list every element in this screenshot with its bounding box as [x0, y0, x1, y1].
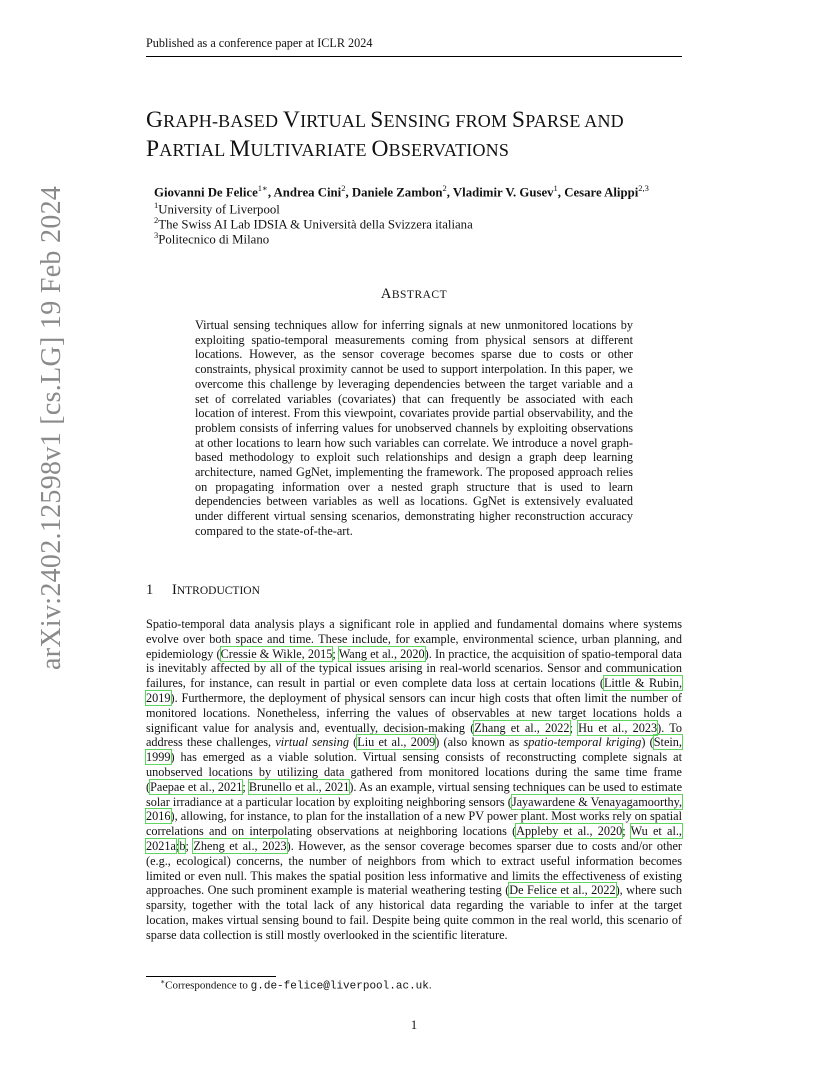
intro-paragraph — [146, 617, 682, 943]
affiliation-text: Politecnico di Milano — [158, 232, 270, 247]
author-name: Vladimir V. Gusev — [452, 185, 554, 200]
arxiv-stamp[interactable]: arXiv:2402.12598v1 [cs.LG] 19 Feb 2024 — [36, 185, 67, 670]
emphasized-term: spatio-temporal kriging — [523, 735, 642, 750]
title-line-1 — [146, 106, 706, 135]
author-list: Giovanni De Felice$^{1∗}$, Andrea Cini$^2$, Daniele Zambon$^2$, Vladimir V. Gusev$^1$, Cesare Alippi$^{2,3}$ — [154, 183, 649, 200]
title-rest: BSERVATIONS — [388, 140, 510, 160]
title-initial: G — [146, 107, 164, 133]
intro-text: ; — [569, 720, 579, 735]
intro-text: ). However, as the sensor coverage becomes sparser due to costs and/or other (e.g., ecological) concerns, the number of neighbors from which to extract useful information becomes limited or even null. This makes the spatial position less informative and limits the effectiveness of existing approaches. One such prominent example is material weathering testing ( — [146, 838, 682, 898]
affiliation-text: University of Liverpool — [158, 202, 280, 217]
title-initial: M — [229, 136, 251, 162]
citation-link[interactable]: Stein, 1999 — [146, 735, 682, 765]
intro-text: ), where such sparsity, together with the total lack of any historical data regarding the variable to infer at the target location, makes virtual sensing bound to fail. Despite being quite common in the real world, this scenario of sparse data collection is still mostly overlooked in the scientific literature. — [146, 883, 682, 942]
intro-text: ), allowing, for instance, to plan for the installation of a new PV power plant. Most works rely on spatial correlations and on interpolating observations at neighboring locations ( — [146, 809, 682, 839]
author-affiliation-mark: 2 — [442, 183, 447, 193]
title-initial: S — [511, 107, 526, 133]
author-affiliation-mark: 1∗ — [257, 183, 268, 193]
title-initial: P — [146, 136, 160, 162]
intro-text: Spatio-temporal data analysis plays a significant role in applied and fundamental domains where systems evolve over both space and time. These include, for example, environmental science, urban planning, and epidemiology ( — [146, 617, 682, 661]
intro-text: ). As an example, virtual sensing techniques can be used to estimate solar irradiance at a particular location by exploiting neighboring sensors ( — [146, 779, 683, 809]
title-initial: S — [370, 107, 384, 133]
author-affiliation-mark: 1 — [553, 183, 558, 193]
title-rest: ENSING FROM — [383, 111, 512, 131]
section-title-initial: I — [172, 582, 177, 598]
citation-link[interactable]: Little & Rubin, 2019 — [146, 676, 683, 705]
title-initial: O — [371, 136, 389, 162]
intro-text: ; — [622, 824, 631, 839]
abstract-heading-rest: BSTRACT — [391, 289, 448, 301]
title-rest: IRTUAL — [300, 111, 371, 131]
affiliation-mark: 1 — [154, 200, 159, 210]
title-rest: ULTIVARIATE — [250, 140, 372, 160]
intro-text: ). Furthermore, the deployment of physical sensors can incur high costs that often limit the number of monitored locations. Nonetheless, inferring the values of observables at new target locations holds a significant value for analysis and, eventually, decision-making ( — [146, 690, 682, 735]
intro-text: ; — [242, 779, 249, 794]
footnote — [160, 977, 432, 993]
title-initial: V — [282, 107, 301, 133]
section-heading-introduction — [146, 582, 260, 599]
section-number: 1 — [146, 582, 154, 598]
citation-link[interactable]: Paepae et al., 2021 — [150, 779, 243, 794]
affiliation-3 — [154, 230, 269, 247]
author-affiliation-mark: 2,3 — [638, 183, 649, 193]
running-header: Published as a conference paper at ICLR 2024 — [146, 36, 682, 57]
title-line-2 — [146, 135, 706, 164]
author-name: Andrea Cini — [273, 185, 342, 200]
intro-text: ). In practice, the acquisition of spatio-temporal data is inevitably affected by all of the typical issues arising in real-world scenarios. Sensor and communication failures, for instance, can result in partial or even complete data loss at certain locations ( — [146, 646, 682, 691]
intro-text: ) has emerged as a viable solution. Virtual sensing consists of reconstructing complete signals at unobserved locations by utilizing data gathered from monitored locations during the same time frame ( — [146, 750, 682, 794]
title-rest: ARTIAL — [159, 140, 230, 160]
intro-text: ) ( — [641, 735, 654, 750]
author-affiliation-mark: 2 — [341, 183, 346, 193]
citation-link[interactable]: Zheng et al., 2023 — [193, 838, 287, 853]
author-name: Cesare Alippi — [564, 185, 639, 200]
abstract-heading-initial: A — [380, 286, 392, 302]
affiliation-mark: 3 — [154, 230, 159, 240]
footnote-text: Correspondence to — [165, 979, 251, 992]
page-number: 1 — [410, 1018, 418, 1032]
emphasized-term: virtual sensing — [275, 735, 349, 750]
intro-text: ; — [185, 838, 194, 853]
abstract-heading — [0, 286, 828, 303]
paper-title — [146, 106, 706, 164]
citation-link[interactable]: Zhang et al., 2022 — [474, 720, 570, 735]
citation-link[interactable]: Cressie & Wikle, 2015 — [220, 646, 333, 661]
affiliation-text: The Swiss AI Lab IDSIA & Università della Svizzera italiana — [158, 217, 473, 232]
citation-link[interactable]: Appleby et al., 2020 — [516, 824, 623, 839]
citation-link[interactable]: Wu et al., 2021a — [146, 824, 682, 853]
citation-link[interactable]: b — [179, 838, 186, 853]
title-rest: PARSE AND — [525, 111, 624, 131]
footnote-email[interactable]: g.de-felice@liverpool.ac.uk — [250, 980, 429, 993]
citation-link[interactable]: Jayawardene & Venayagamoorthy, 2016 — [146, 794, 683, 824]
intro-text: ; — [175, 838, 180, 853]
abstract-text: Virtual sensing techniques allow for inferring signals at new unmonitored locations by exploiting spatio-temporal measurements coming from physical sensors at different locations. However, as the sensor coverage becomes sparse due to costs or other constraints, physical proximity cannot be used to support interpolation. In this paper, we overcome this challenge by leveraging dependencies between the target variable and a set of correlated variables (covariates) that can frequently be associated with each location of interest. From this viewpoint, covariates provide partial observability, and the problem consists of inferring values for unobserved channels by exploiting observations at other locations to learn how such variables can correlate. We introduce a novel graph-based methodology to exploit such relationships and design a graph deep learning architecture, named GgNet, implementing the framework. The proposed approach relies on propagating information over a nested graph structure that is used to learn dependencies between variables as well as locations. GgNet is extensively evaluated under different virtual sensing scenarios, demonstrating higher reconstruction accuracy compared to the state-of-the-art. — [195, 318, 633, 538]
title-rest: RAPH-BASED — [163, 111, 283, 131]
affiliation-mark: 2 — [154, 215, 159, 225]
footnote-mark: ∗ — [160, 977, 166, 986]
citation-link[interactable]: Wang et al., 2020 — [338, 646, 425, 661]
citation-link[interactable]: Brunello et al., 2021 — [248, 779, 350, 794]
intro-text: ). To address these challenges, — [146, 720, 682, 750]
author-name: Giovanni De Felice — [154, 185, 258, 200]
section-title-rest: NTRODUCTION — [176, 585, 260, 597]
footnote-period: . — [428, 979, 432, 992]
citation-link[interactable]: De Felice et al., 2022 — [509, 883, 616, 898]
author-name: Daniele Zambon — [351, 185, 443, 200]
intro-text: ; — [332, 646, 339, 661]
citation-link[interactable]: Hu et al., 2023 — [578, 720, 658, 735]
citation-link[interactable]: Liu et al., 2009 — [357, 735, 436, 750]
intro-text: ) (also known as — [435, 735, 524, 750]
intro-text: ( — [348, 735, 358, 750]
